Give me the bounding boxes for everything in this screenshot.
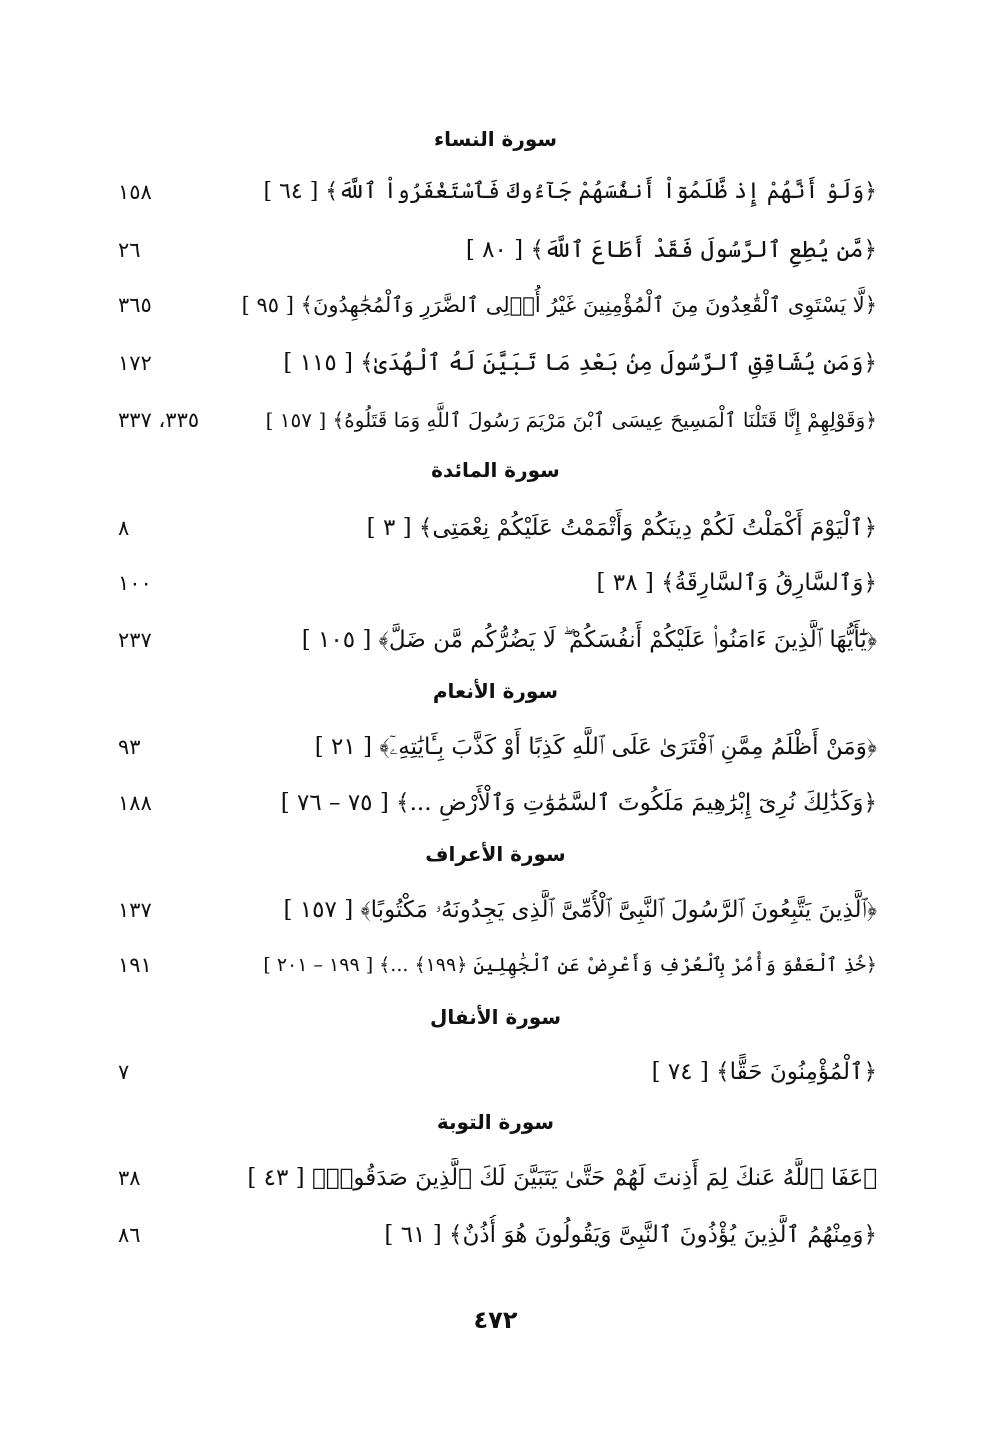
verse-row [0, 285, 991, 325]
verse-row [0, 343, 991, 383]
verse-text: ﴿يَٰٓأَيُّهَا ٱلَّذِينَ ءَامَنُوا۟ عَلَيْكُمْ أَنفُسَكُمْ ۖ لَا يَضُرُّكُم مَّن ضَلَّ﴾ [ ١٠٥ ] [301, 627, 877, 653]
verse-page-ref: ٨٦ [118, 1223, 141, 1247]
verse-text: ﴿وَلَوْ أَنَّهُمْ إِذ ظَّلَمُوٓاْ أَنفُسَهُمْ جَآءُوكَ فَٱسْتَغْفَرُواْ ٱللَّهَ﴾ [ ٦٤ ] [263, 179, 877, 204]
surah-heading-tawbah: سورة التوبة [436, 1110, 555, 1134]
verse-page-ref: ٣٦٥ [118, 293, 152, 317]
verse-page-ref: ٢٣٧ [118, 628, 152, 652]
verse-text: ﴿وَمَن يُشَاقِقِ ٱلرَّسُولَ مِنۢ بَعْدِ مَا تَبَيَّنَ لَهُ ٱلْهُدَىٰ﴾ [ ١١٥ ] [283, 350, 877, 376]
verse-page-ref: ١٨٨ [118, 791, 152, 815]
verse-row [0, 890, 991, 930]
verse-text: ﴿ٱلْيَوْمَ أَكْمَلْتُ لَكُمْ دِينَكُمْ وَأَتْمَمْتُ عَلَيْكُمْ نِعْمَتِى﴾ [ ٣ ] [366, 515, 877, 541]
verse-page-ref: ١٩١ [118, 953, 152, 977]
surah-heading-anam: سورة الأنعام [432, 679, 559, 703]
surah-heading-araf: سورة الأعراف [425, 842, 566, 866]
verse-row [0, 1052, 991, 1092]
verse-text: ﴿مَّن يُطِعِ ٱلرَّسُولَ فَقَدْ أَطَاعَ ٱللَّهَ﴾ [ ٨٠ ] [465, 237, 877, 263]
surah-heading-nisa: سورة النساء [433, 127, 558, 151]
verse-text: ﴿وَمَنْ أَظْلَمُ مِمَّنِ ٱفْتَرَىٰ عَلَى ٱللَّهِ كَذِبًا أَوْ كَذَّبَ بِـَٔايَٰتِهِۦٓ﴾ [ ٢١ ] [314, 734, 877, 760]
verse-row [0, 620, 991, 660]
verse-row [0, 230, 991, 270]
verse-text: ﴿وَٱلسَّارِقُ وَٱلسَّارِقَةُ﴾ [ ٣٨ ] [596, 570, 877, 596]
verse-text: ﴿خُذِ ٱلْعَفْوَ وَأْمُرْ بِٱلْعُرْفِ وَأَعْرِضْ عَنِ ٱلْجَٰهِلِينَ ﴿١٩٩﴾ ...﴾ [ ١٩٩ – ٢٠١ ] [263, 954, 877, 976]
verse-row [0, 563, 991, 603]
page-number: ٤٧٢ [473, 1306, 518, 1334]
verse-text: ﴿ٱلَّذِينَ يَتَّبِعُونَ ٱلرَّسُولَ ٱلنَّبِىَّ ٱلْأُمِّىَّ ٱلَّذِى يَجِدُونَهُۥ مَكْتُوبًا﴾ [ ١٥٧ ] [283, 897, 877, 923]
verse-text: ﴿وَقَوْلِهِمْ إِنَّا قَتَلْنَا ٱلْمَسِيحَ عِيسَى ٱبْنَ مَرْيَمَ رَسُولَ ٱللَّهِ وَمَا قَتَلُوهُ﴾ [ ١٥٧ ] [265, 408, 877, 432]
verse-page-ref: ١٥٨ [118, 180, 152, 204]
verse-page-ref: ١٣٧ [118, 898, 152, 922]
verse-page-ref: ٧ [118, 1060, 130, 1084]
verse-row [0, 508, 991, 548]
verse-page-ref: ٣٣٥، ٣٣٧ [118, 408, 200, 432]
verse-text: ﴿وَمِنْهُمُ ٱلَّذِينَ يُؤْذُونَ ٱلنَّبِىَّ وَيَقُولُونَ هُوَ أُذُنٌ﴾ [ ٦١ ] [384, 1222, 877, 1248]
verse-page-ref: ٩٣ [118, 735, 141, 759]
verse-row [0, 727, 991, 767]
verse-page-ref: ٢٦ [118, 238, 141, 262]
verse-row [0, 400, 991, 440]
verse-row [0, 1215, 991, 1255]
verse-row [0, 172, 991, 212]
verse-text: ﴿ٱلْمُؤْمِنُونَ حَقًّا﴾ [ ٧٤ ] [651, 1059, 877, 1085]
verse-row [0, 783, 991, 823]
verse-row [0, 1158, 991, 1198]
verse-page-ref: ٣٨ [118, 1166, 141, 1190]
verse-page-ref: ٨ [118, 516, 130, 540]
surah-heading-anfal: سورة الأنفال [429, 1005, 561, 1029]
verse-text: ﴿عَفَا ٱللَّهُ عَنكَ لِمَ أَذِنتَ لَهُمْ حَتَّىٰ يَتَبَيَّنَ لَكَ ٱلَّذِينَ صَدَقُوا۟﴾ [ ٤٣ ] [247, 1165, 877, 1191]
verse-row [0, 945, 991, 985]
verse-page-ref: ١٠٠ [118, 571, 152, 595]
verse-text: ﴿لَّا يَسْتَوِى ٱلْقَٰعِدُونَ مِنَ ٱلْمُؤْمِنِينَ غَيْرُ أُو۟لِى ٱلضَّرَرِ وَٱلْمُجَٰهِدُونَ﴾ [ ٩٥ ] [241, 293, 877, 317]
surah-heading-maidah: سورة المائدة [431, 458, 560, 482]
verse-text: ﴿وَكَذَٰلِكَ نُرِىٓ إِبْرَٰهِيمَ مَلَكُوتَ ٱلسَّمَٰوَٰتِ وَٱلْأَرْضِ ...﴾ [ ٧٥ – ٧٦ ] [280, 790, 877, 816]
verse-page-ref: ١٧٢ [118, 351, 152, 375]
